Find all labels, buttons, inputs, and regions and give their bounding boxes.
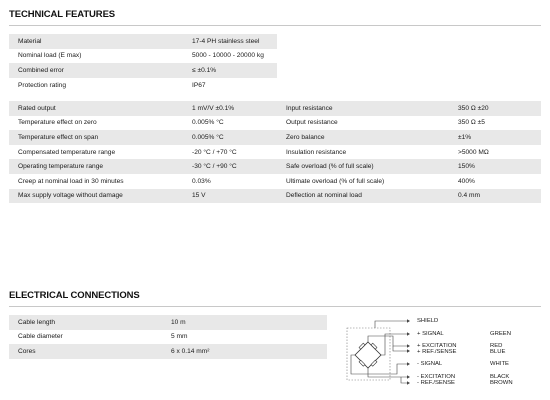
- electrical-connections-title: ELECTRICAL CONNECTIONS: [9, 290, 140, 301]
- table-row: Protection rating IP67: [9, 78, 277, 93]
- table-row: Compensated temperature range -20 °C / +70 °C: [9, 145, 277, 160]
- table-row: Cores 6 x 0.14 mm²: [9, 344, 327, 359]
- wire-label-signal-minus: - SIGNAL: [417, 361, 443, 367]
- table-row: Temperature effect on zero 0.005% °C: [9, 116, 277, 131]
- performance-spec-table-left: [9, 101, 277, 203]
- wire-label-signal-plus: + SIGNAL: [417, 331, 444, 337]
- wire-color-black: BLACK: [490, 374, 510, 380]
- table-row: Max supply voltage without damage 15 V: [9, 189, 277, 204]
- electrical-title-rule: [9, 306, 541, 307]
- table-row: Creep at nominal load in 30 minutes 0.03%: [9, 174, 277, 189]
- wiring-diagram: [345, 316, 545, 388]
- wire-color-white: WHITE: [490, 361, 509, 367]
- wire-color-green: GREEN: [490, 331, 511, 337]
- technical-features-title: TECHNICAL FEATURES: [9, 9, 116, 20]
- table-row: Safe overload (% of full scale) 150%: [277, 159, 541, 174]
- table-row: Input resistance 350 Ω ±20: [277, 101, 541, 116]
- table-row: Cable diameter 5 mm: [9, 330, 327, 345]
- wire-color-blue: BLUE: [490, 349, 506, 355]
- table-row: Operating temperature range -30 °C / +90 °C: [9, 159, 277, 174]
- table-row: Zero balance ±1%: [277, 130, 541, 145]
- table-row: Material 17-4 PH stainless steel: [9, 34, 277, 49]
- table-row: Combined error ≤ ±0.1%: [9, 63, 277, 78]
- shield-label: SHIELD: [417, 318, 439, 324]
- table-row: Nominal load (E max) 5000 - 10000 - 20000 kg: [9, 49, 277, 64]
- wire-label-sense-plus: + REF./SENSE: [417, 349, 457, 355]
- table-row: Temperature effect on span 0.005% °C: [9, 130, 277, 145]
- table-row: Rated output 1 mV/V ±0.1%: [9, 101, 277, 116]
- cable-spec-table: [9, 315, 327, 359]
- technical-title-rule: [9, 25, 541, 26]
- performance-spec-table-right: [277, 101, 541, 203]
- table-row: Cable length 10 m: [9, 315, 327, 330]
- table-row: Ultimate overload (% of full scale) 400%: [277, 174, 541, 189]
- wire-color-brown: BROWN: [490, 380, 513, 386]
- table-row: Output resistance 350 Ω ±5: [277, 116, 541, 131]
- table-row: Insulation resistance >5000 MΩ: [277, 145, 541, 160]
- wire-label-excitation-minus: - EXCITATION: [417, 374, 456, 380]
- wire-label-sense-minus: - REF./SENSE: [417, 380, 455, 386]
- wire-color-red: RED: [490, 343, 503, 349]
- general-spec-table: [9, 34, 277, 92]
- table-row: Deflection at nominal load 0.4 mm: [277, 189, 541, 204]
- wire-label-excitation-plus: + EXCITATION: [417, 343, 457, 349]
